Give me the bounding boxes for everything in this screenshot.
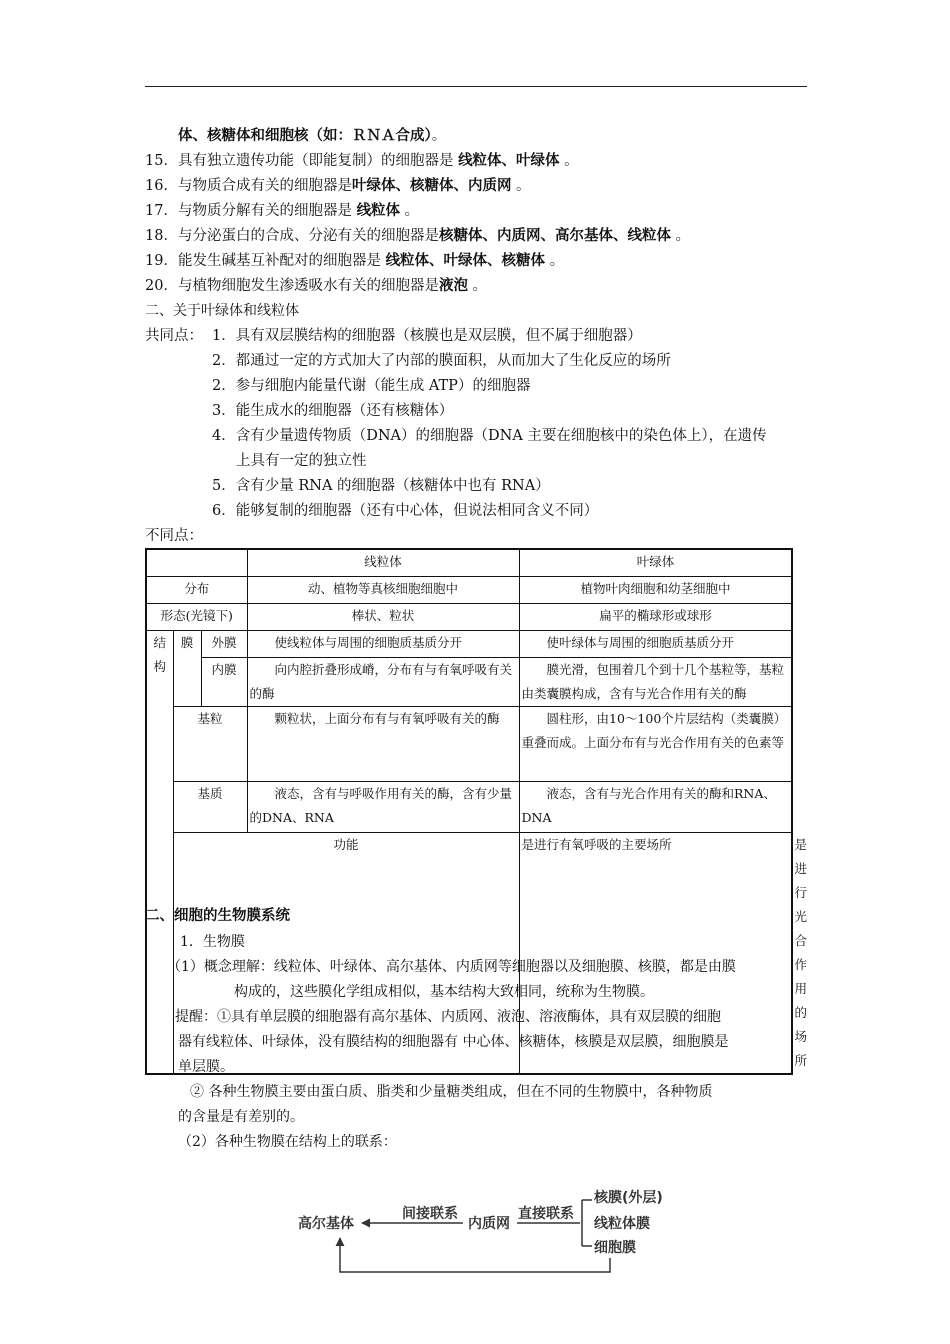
common-point-6: 6．能够复制的细胞器（还有中心体，但说法相同含义不同） xyxy=(212,503,599,519)
common-point-4-cont: 上具有一定的独立性 xyxy=(236,453,367,469)
outer-membrane-chloroplast: 使叶绿体与周围的细胞质基质分开 xyxy=(519,631,792,658)
inner-membrane-mitochondria: 向内腔折叠形成嵴，分布有与有氧呼吸有关的酶 xyxy=(247,658,519,707)
table-corner-cell xyxy=(146,549,247,577)
tip-line-3: 单层膜。 xyxy=(178,1059,234,1075)
cell-membrane-label: 细胞膜 xyxy=(594,1240,636,1256)
list-line-continuation: 体、核糖体和细胞核（如：ＲＮＡ合成）。 xyxy=(178,128,447,144)
nuclear-membrane-label: 核膜(外层) xyxy=(594,1190,663,1206)
outer-membrane-mitochondria: 使线粒体与周围的细胞质基质分开 xyxy=(247,631,519,658)
table-row xyxy=(146,631,792,658)
list-item-19: 19．能发生碱基互补配对的细胞器是 线粒体、叶绿体、核糖体 。 xyxy=(145,253,565,269)
section-heading-chloroplast-mitochondria: 二、关于叶绿体和线粒体 xyxy=(145,303,299,319)
table-row xyxy=(146,707,792,782)
row-label-membrane: 膜 xyxy=(173,631,201,707)
er-label: 内质网 xyxy=(468,1216,510,1232)
concept-line-2: 构成的，这些膜化学组成相似，基本结构大致相同，统称为生物膜。 xyxy=(234,984,654,1000)
section-heading-membrane-system: 二、细胞的生物膜系统 xyxy=(145,908,290,924)
header-mitochondria: 线粒体 xyxy=(247,549,519,577)
common-point-4: 4．含有少量遗传物质（DNA）的细胞器（DNA 主要在细胞核中的染色体上），在遗传 xyxy=(212,428,767,444)
distribution-chloroplast: 植物叶肉细胞和幼茎细胞中 xyxy=(519,577,792,604)
tip2-line-1: ② 各种生物膜主要由蛋白质、脂类和少量糖类组成，但在不同的生物膜中，各种物质 xyxy=(190,1084,713,1100)
list-item-16: 16．与物质合成有关的细胞器是叶绿体、核糖体、内质网 。 xyxy=(145,178,531,194)
grana-chloroplast: 圆柱形，由10～100个片层结构（类囊膜）重叠而成。上面分布有与光合作用有关的色素等 xyxy=(519,707,792,782)
table-row xyxy=(146,577,792,604)
header-chloroplast: 叶绿体 xyxy=(519,549,792,577)
list-item-20: 20．与植物细胞发生渗透吸水有关的细胞器是液泡 。 xyxy=(145,278,488,294)
tip-line-2: 器有线粒体、叶绿体，没有膜结构的细胞器有 中心体、核糖体，核膜是双层膜，细胞膜是 xyxy=(178,1034,729,1050)
matrix-chloroplast: 液态，含有与光合作用有关的酶和RNA、DNA xyxy=(519,782,792,833)
list-item-15: 15．具有独立遗传功能（即能复制）的细胞器是 线粒体、叶绿体 。 xyxy=(145,153,579,169)
golgi-label: 高尔基体 xyxy=(298,1216,354,1232)
common-point-2b: 2．参与细胞内能量代谢（能生成 ATP）的细胞器 xyxy=(212,378,531,394)
table-row xyxy=(146,658,792,707)
inner-membrane-chloroplast: 膜光滑，包围着几个到十几个基粒等，基粒由类囊膜构成，含有与光合作用有关的酶 xyxy=(519,658,792,707)
row-label-matrix: 基质 xyxy=(173,782,247,833)
morphology-chloroplast: 扁平的椭球形或球形 xyxy=(519,604,792,631)
table-row xyxy=(146,604,792,631)
grana-mitochondria: 颗粒状，上面分布有与有氧呼吸有关的酶 xyxy=(247,707,519,782)
subheading-biomembrane: 1．生物膜 xyxy=(180,934,245,950)
common-point-3: 3．能生成水的细胞器（还有核糖体） xyxy=(212,403,454,419)
indirect-link-label: 间接联系 xyxy=(402,1206,458,1222)
tip2-line-2: 的含量是有差别的。 xyxy=(178,1109,304,1125)
row-label-outer-membrane: 外膜 xyxy=(201,631,247,658)
row-label-function: 功能 xyxy=(173,833,519,1075)
matrix-mitochondria: 液态，含有与呼吸作用有关的酶，含有少量的DNA、RNA xyxy=(247,782,519,833)
tip-line-1: 提醒：①具有单层膜的细胞器有高尔基体、内质网、液泡、溶液酶体，具有双层膜的细胞 xyxy=(175,1009,721,1025)
function-mitochondria: 是进行有氧呼吸的主要场所 xyxy=(519,833,792,1075)
common-points-label: 共同点： xyxy=(145,328,203,344)
table-row: 功能 是进行有氧呼吸的主要场所 是进行光合作用的场所 xyxy=(146,833,792,1075)
return-arrow xyxy=(340,1238,610,1272)
distribution-mitochondria: 动、植物等真核细胞细胞中 xyxy=(247,577,519,604)
row-label-morphology: 形态(光镜下) xyxy=(146,604,247,631)
subheading-structural-links: （2）各种生物膜在结构上的联系： xyxy=(178,1134,397,1150)
common-point-5: 5．含有少量 RNA 的细胞器（核糖体中也有 RNA） xyxy=(212,478,550,494)
row-label-structure xyxy=(146,631,173,1075)
list-item-18: 18．与分泌蛋白的合成、分泌有关的细胞器是核糖体、内质网、高尔基体、线粒体 。 xyxy=(145,228,691,244)
direct-link-label: 直接联系 xyxy=(518,1206,574,1222)
row-label-inner-membrane: 内膜 xyxy=(201,658,247,707)
table-row xyxy=(146,782,792,833)
row-label-grana: 基粒 xyxy=(173,707,247,782)
mito-membrane-label: 线粒体膜 xyxy=(594,1216,650,1232)
structure-label: 结构 xyxy=(153,635,167,674)
morphology-mitochondria: 棒状、粒状 xyxy=(247,604,519,631)
row-label-distribution: 分布 xyxy=(146,577,247,604)
common-point-2a: 2．都通过一定的方式加大了内部的膜面积，从而加大了生化反应的场所 xyxy=(212,353,671,369)
list-item-17: 17．与物质分解有关的细胞器是 线粒体 。 xyxy=(145,203,420,219)
concept-line-1: （1）概念理解：线粒体、叶绿体、高尔基体、内质网等细胞器以及细胞膜、核膜，都是由膜 xyxy=(167,959,736,975)
differences-label: 不同点： xyxy=(145,528,203,544)
header-rule xyxy=(145,86,807,87)
table-header-row xyxy=(146,549,792,577)
membrane-relationship-diagram xyxy=(290,1180,690,1280)
common-point-1: 1．具有双层膜结构的细胞器（核膜也是双层膜，但不属于细胞器） xyxy=(212,328,642,344)
